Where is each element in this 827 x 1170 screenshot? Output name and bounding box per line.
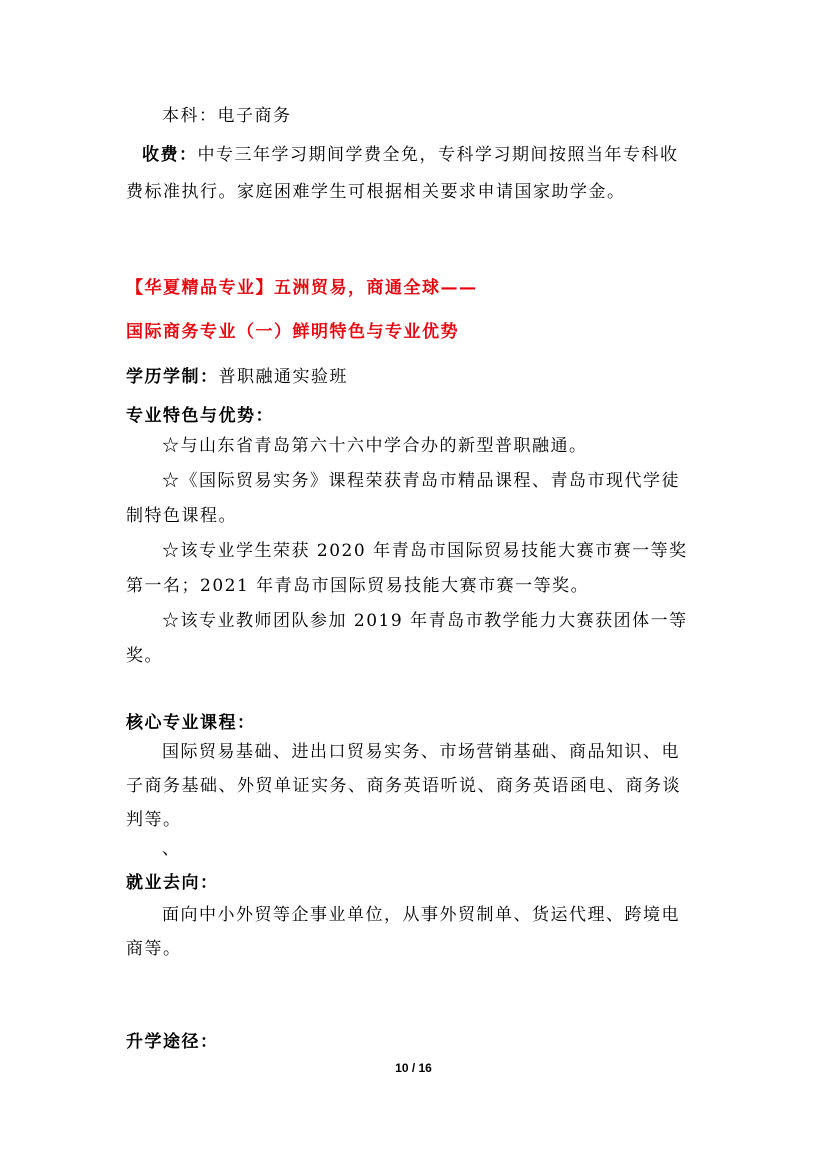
courses-line-2: 子商务基础、外贸单证实务、商务英语听说、商务英语函电、商务谈 [126,776,681,796]
feature-item-1: ☆与山东省青岛第六十六中学合办的新型普职融通。 [162,436,588,456]
system-label: 学历学制： [126,367,219,387]
fee-text-line2: 费标准执行。家庭困难学生可根据相关要求申请国家助学金。 [126,182,626,202]
section-heading-line1: 【华夏精品专业】五洲贸易，商通全球—— [126,278,478,298]
feature-item-2a: ☆《国际贸易实务》课程荣获青岛市精品课程、青岛市现代学徒 [162,471,680,491]
courses-label: 核心专业课程： [126,713,256,733]
feature-item-4a: ☆该专业教师团队参加 2019 年青岛市教学能力大赛获团体一等 [162,611,688,631]
fee-text-line1: 中专三年学习期间学费全免，专科学习期间按照当年专科收 [197,145,679,165]
employment-line-2: 商等。 [126,939,182,959]
stray-mark: 、 [162,839,181,859]
courses-line-3: 判等。 [126,810,182,830]
degree-line: 本科：电子商务 [162,106,292,126]
further-study-label: 升学途径： [126,1032,219,1052]
employment-line-1: 面向中小外贸等企事业单位，从事外贸制单、货运代理、跨境电 [162,905,680,925]
courses-line-1: 国际贸易基础、进出口贸易实务、市场营销基础、商品知识、电 [162,742,680,762]
feature-item-3b: 第一名；2021 年青岛市国际贸易技能大赛市赛一等奖。 [126,576,590,596]
employment-label: 就业去向： [126,873,219,893]
fee-label: 收费： [142,145,198,165]
feature-item-3a: ☆该专业学生荣获 2020 年青岛市国际贸易技能大赛市赛一等奖 [162,541,688,561]
features-label: 专业特色与优势： [126,406,274,426]
fee-paragraph-line1 [142,143,679,167]
feature-item-4b: 奖。 [126,646,163,666]
system-value: 普职融通实验班 [218,367,348,387]
system-line [126,365,348,389]
feature-item-2b: 制特色课程。 [126,506,237,526]
page-number: 10 / 16 [395,1061,432,1075]
section-heading-line2: 国际商务专业（一）鲜明特色与专业优势 [126,322,459,342]
